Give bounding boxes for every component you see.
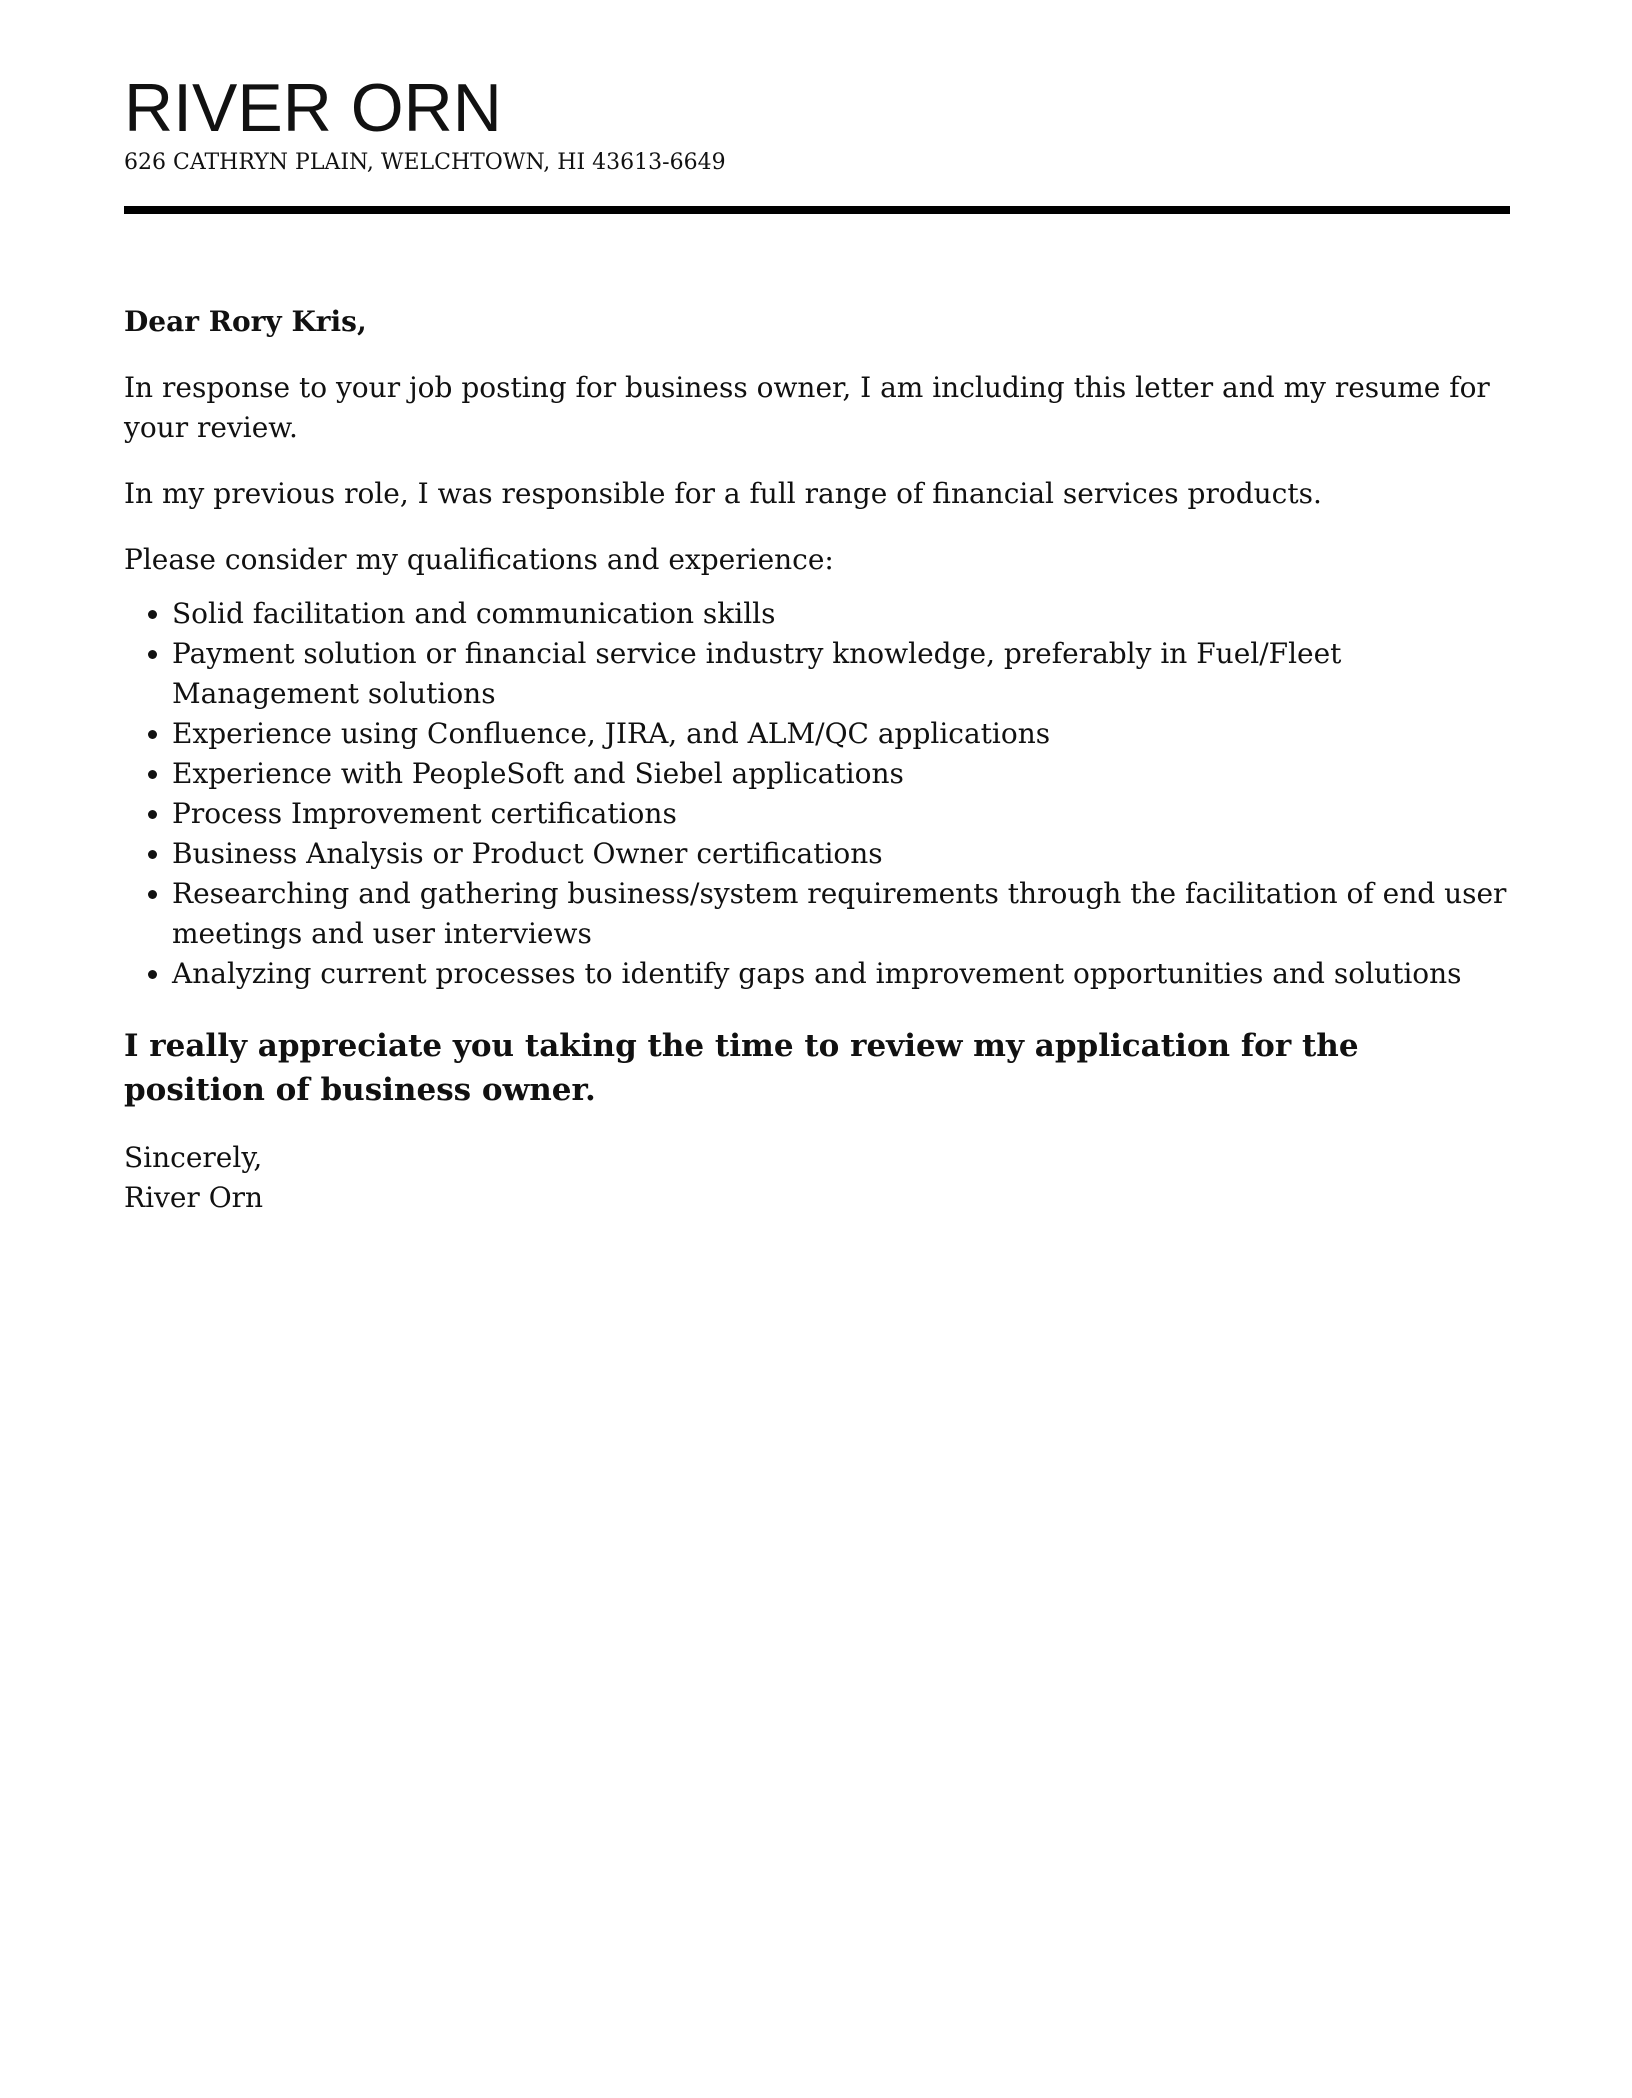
paragraph-previous-role: In my previous role, I was responsible for a full range of financial services products.	[124, 477, 1322, 510]
applicant-name: RIVER ORN	[124, 70, 502, 146]
letter-header	[124, 68, 1508, 214]
signature-name: River Orn	[124, 1181, 264, 1214]
list-item: • Researching and gathering business/system requirements through the facilitation of end user meetings and user interviews	[172, 874, 1508, 954]
list-item: • Payment solution or financial service industry knowledge, preferably in Fuel/Fleet Management solutions	[172, 634, 1508, 714]
qualifications-list	[124, 594, 1508, 994]
qualifications-intro: Please consider my qualifications and experience:	[124, 543, 834, 576]
closing-statement: I really appreciate you taking the time to review my application for the position of business owner.	[124, 1028, 1359, 1108]
letter-body	[124, 302, 1508, 1218]
list-item: • Experience using Confluence, JIRA, and ALM/QC applications	[172, 714, 1508, 754]
list-item: • Process Improvement certifications	[172, 794, 1508, 834]
list-item: • Business Analysis or Product Owner certifications	[172, 834, 1508, 874]
salutation: Dear Rory Kris,	[124, 305, 367, 338]
list-item: • Solid facilitation and communication skills	[172, 594, 1508, 634]
applicant-address: 626 CATHRYN PLAIN, WELCHTOWN, HI 43613-6649	[124, 150, 726, 175]
list-item: • Experience with PeopleSoft and Siebel applications	[172, 754, 1508, 794]
header-divider	[124, 206, 1510, 214]
list-item: • Analyzing current processes to identify gaps and improvement opportunities and solutions	[172, 954, 1508, 994]
signoff: Sincerely,	[124, 1141, 263, 1174]
paragraph-response: In response to your job posting for business owner, I am including this letter and my resume for your review.	[124, 371, 1490, 444]
cover-letter-page	[124, 68, 1508, 1218]
